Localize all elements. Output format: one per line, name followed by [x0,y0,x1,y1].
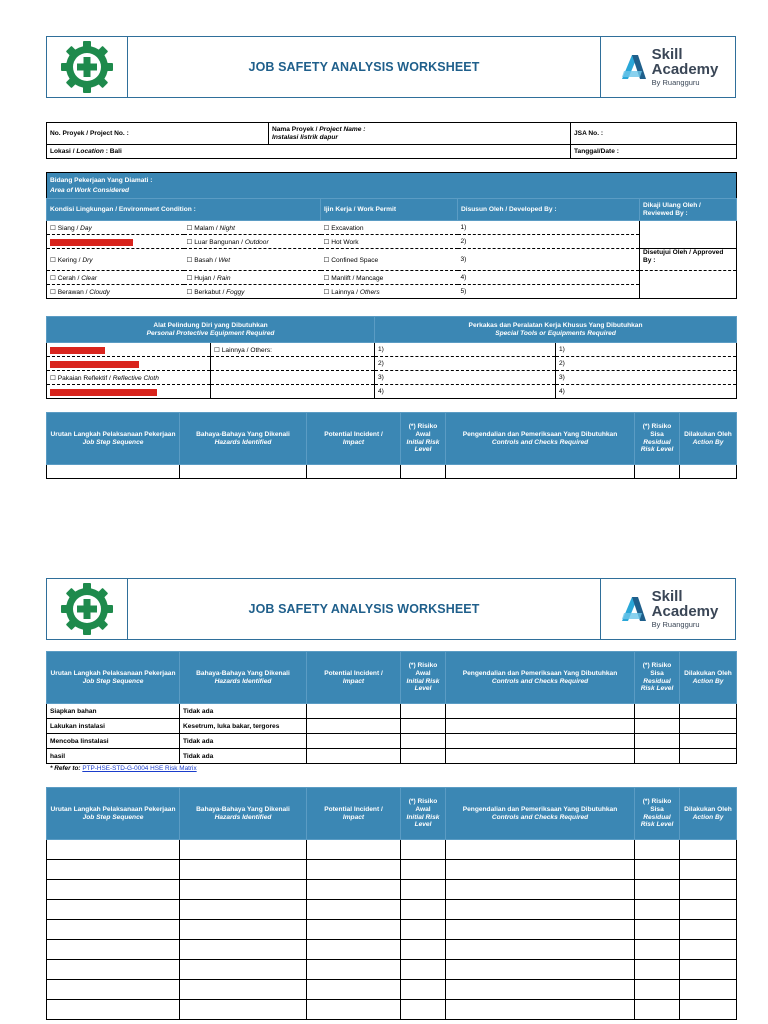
jsa-no-label: JSA No. : [571,123,737,145]
col-job-step: Urutan Langkah Pelaksanaan Pekerjaan Job Step Sequence [47,788,180,840]
brand-line1: Skill [651,588,683,606]
table-row: Mencoba linstalasi Tidak ada [47,734,737,749]
cond-night[interactable]: ☐ Malam / Night [184,221,321,235]
ppe-blank-2 [211,357,375,371]
project-info-table [46,122,737,159]
safety-logo [47,37,128,97]
ppe-table [46,316,737,399]
col-hazards: Bahaya-Bahaya Yang Dikenali Hazards Identified [180,788,307,840]
col-controls: Pengendalian dan Pemeriksaan Yang Dibutuhkan Controls and Checks Required [446,652,635,704]
cond-indoor[interactable]: ☐ Dalam Bangunan / Indoor [47,235,184,249]
developed-5: 5) [460,288,467,295]
permit-confined-space[interactable]: ☐ Confined Space [321,249,458,271]
reviewed-by-header: Dikaji Ulang Oleh / Reviewed By : [640,199,737,221]
permit-others[interactable]: ☐ Lainnya / Others [323,288,380,296]
cond-wet[interactable]: ☐ Basah / Wet [184,249,321,271]
table-row: Siapkan bahan Tidak ada [47,704,737,719]
project-name-value: Instalasi listrik dapur [272,133,338,141]
ppe-blank-3 [211,371,375,385]
ppe-num-3: 3) [375,371,556,385]
page1-header [46,36,736,98]
developed-1: 1) [458,221,640,235]
col-residual-risk: (*) Risiko Sisa Residual Risk Level [635,413,680,465]
tool-num-3: 3) [556,371,737,385]
table-row [47,860,737,880]
brand-line2: Academy [651,61,719,79]
col-hazards: Bahaya-Bahaya Yang Dikenali Hazards Identified [180,652,307,704]
brand-logo [600,579,735,639]
brand-logo [600,37,735,97]
tool-num-1: 1) [556,343,737,357]
col-residual-risk: (*) Risiko Sisa Residual Risk Level [635,652,680,704]
risk-matrix-link[interactable]: PTP-HSE-STD-G-0004 HSE Risk Matrix [82,765,197,772]
col-incident: Potential Incident / Impact [307,788,401,840]
page2-header [46,578,736,640]
table-row [47,840,737,860]
jsa-header-row [47,413,737,465]
project-no-label: No. Proyek / Project No. : [47,123,269,145]
ppe-num-4: 4) [375,385,556,399]
cond-dry[interactable]: ☐ Kering / Dry [47,249,184,271]
col-hazards: Bahaya-Bahaya Yang Dikenali Hazards Identified [180,413,307,465]
col-initial-risk: (*) Risiko Awal Initial Risk Level [401,788,446,840]
col-initial-risk: (*) Risiko Awal Initial Risk Level [401,413,446,465]
brand-line3: By Ruangguru [651,78,700,88]
env-condition-header: Kondisi Lingkungan / Environment Condition : [47,199,321,221]
col-action-by: Dilakukan Oleh Action By [680,652,737,704]
work-area-header: Bidang Pekerjaan Yang Diamati : Area of Work Considered [47,173,737,199]
cond-cloudy[interactable]: ☐ Berawan / Cloudy [50,288,110,296]
tool-num-2: 2) [556,357,737,371]
permit-manlift[interactable]: ☐ Manlift / Mancage [321,271,458,285]
cond-rain[interactable]: ☐ Hujan / Rain [184,271,321,285]
ppe-blank-4 [211,385,375,399]
cond-day[interactable]: ☐ Siang / Day [47,221,184,235]
gear-cross-icon [57,37,117,97]
developed-2: 2) [458,235,640,249]
col-action-by: Dilakukan Oleh Action By [680,413,737,465]
table-row [47,940,737,960]
table-row [47,1000,737,1020]
page-title: JOB SAFETY ANALYSIS WORKSHEET [248,60,480,74]
approved-by-cell [640,271,737,299]
developed-4: 4) [458,271,640,285]
ppe-num-1: 1) [375,343,556,357]
ppe-others[interactable]: ☐ Lainnya / Others: [211,343,375,357]
col-job-step: Urutan Langkah Pelaksanaan Pekerjaan Job Step Sequence [47,652,180,704]
jsa-header-row [47,652,737,704]
developed-by-header: Disusun Oleh / Developed By : [458,199,640,221]
col-incident: Potential Incident / Impact [307,413,401,465]
permit-hot-work[interactable]: ☐ Hot Work [321,235,458,249]
safety-logo [47,579,128,639]
location-cell: Lokasi / Location : Bali [47,145,571,159]
jsa-table-2 [46,651,737,764]
brand-line1: Skill [651,46,683,64]
brand-line2: Academy [651,603,719,621]
conditions-table [46,172,737,299]
skill-academy-icon [618,53,648,81]
brand-line3: By Ruangguru [651,620,700,630]
col-controls: Pengendalian dan Pemeriksaan Yang Dibutuhkan Controls and Checks Required [446,788,635,840]
developed-3: 3) [458,249,640,271]
col-action-by: Dilakukan Oleh Action By [680,788,737,840]
project-name-cell: Nama Proyek / Project Name : Instalasi listrik dapur [269,123,571,145]
col-residual-risk: (*) Risiko Sisa Residual Risk Level [635,788,680,840]
ppe-shoes[interactable]: ☐ Sepatu Pengaman / Safety Shoes [47,385,211,399]
cond-foggy[interactable]: ☐ Berkabut / Foggy [186,288,245,296]
ppe-helmet[interactable]: ☐ Helmet / Helmet [47,343,211,357]
permit-excavation[interactable]: ☐ Excavation [321,221,458,235]
gear-cross-icon [57,579,117,639]
page-title: JOB SAFETY ANALYSIS WORKSHEET [248,602,480,616]
cond-outdoor[interactable]: ☐ Luar Bangunan / Outdoor [184,235,321,249]
ppe-num-2: 2) [375,357,556,371]
skill-academy-icon [618,595,648,623]
tool-num-4: 4) [559,388,565,395]
jsa-header-row [47,788,737,840]
ppe-glasses[interactable]: ☐ Kaca Mata / Safety Glasses [47,357,211,371]
approved-by-label: Disetujui Oleh / Approved By : [640,249,737,271]
tools-header: Perkakas dan Peralatan Kerja Khusus Yang Dibutuhkan Special Tools or Equipments Required [375,317,737,343]
jsa-table-3 [46,787,737,1020]
table-row [47,900,737,920]
table-row [47,465,737,479]
location-value: : Bali [105,148,122,155]
col-incident: Potential Incident / Impact [307,652,401,704]
work-permit-header: Ijin Kerja / Work Permit [321,199,458,221]
col-controls: Pengendalian dan Pemeriksaan Yang Dibutuhkan Controls and Checks Required [446,413,635,465]
refer-note: * Refer to: PTP-HSE-STD-G-0004 HSE Risk Matrix [50,765,197,772]
table-row: Lakukan instalasi Kesetrum, luka bakar, tergores [47,719,737,734]
ppe-header: Alat Pelindung Diri yang Dibutuhkan Personal Protective Equipment Required [47,317,375,343]
table-row [47,980,737,1000]
reviewed-by-cell [640,221,737,249]
table-row [47,880,737,900]
ppe-reflective[interactable]: ☐ Pakaian Reflektif / Reflective Cloth [47,371,211,385]
table-row [47,960,737,980]
table-row: hasil Tidak ada [47,749,737,764]
jsa-table-1 [46,412,737,479]
col-job-step: Urutan Langkah Pelaksanaan Pekerjaan Job Step Sequence [47,413,180,465]
table-row [47,920,737,940]
cond-clear[interactable]: ☐ Cerah / Clear [47,271,184,285]
col-initial-risk: (*) Risiko Awal Initial Risk Level [401,652,446,704]
date-label: Tanggal/Date : [571,145,737,159]
